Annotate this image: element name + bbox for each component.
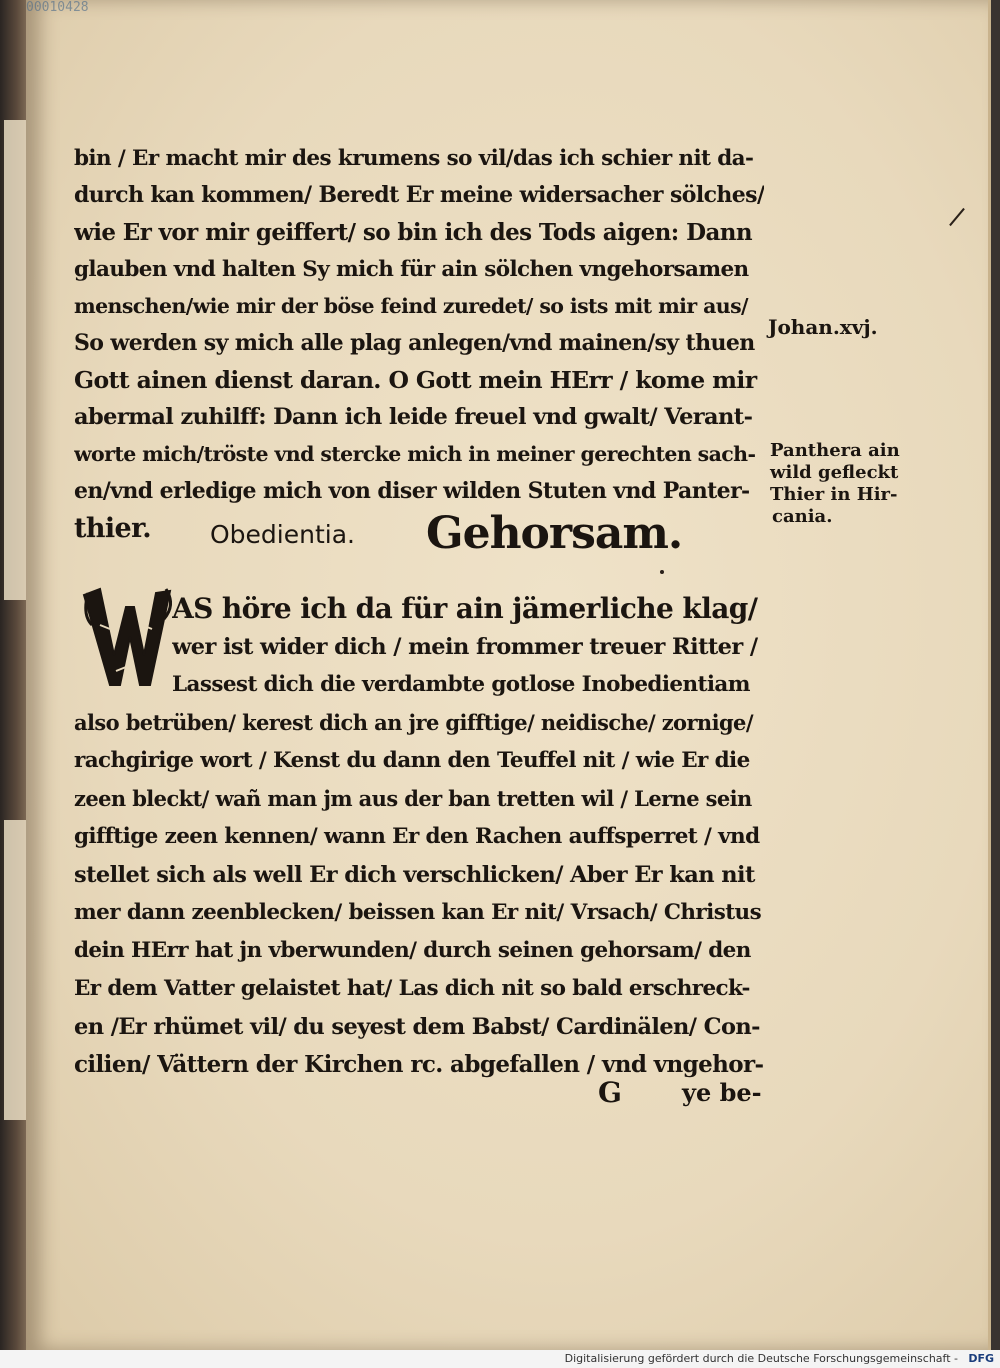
margin-note-line: Panthera ain xyxy=(770,440,900,461)
margin-note-panthera xyxy=(770,440,900,528)
footer-funding-text: Digitalisierung gefördert durch die Deutsche Forschungsgemeinschaft - xyxy=(564,1352,958,1365)
text-line: mer dann zeenblecken/ beissen kan Er nit/ Vrsach/ Christus xyxy=(74,900,762,925)
text-line: menschen/wie mir der böse feind zuredet/ so ists mit mir aus/ xyxy=(74,294,748,318)
text-line: glauben vnd halten Sy mich für ain sölchen vngehorsamen xyxy=(74,257,749,282)
catchword: ye be- xyxy=(682,1078,762,1107)
signature-mark: G xyxy=(598,1076,622,1109)
text-line: stellet sich als well Er dich verschlicken/ Aber Er kan nit xyxy=(74,862,755,888)
heading-latin: Obedientia. xyxy=(210,520,355,549)
text-line: abermal zuhilff: Dann ich leide freuel vnd gwalt/ Verant- xyxy=(74,404,753,430)
page-id-stamp: 00010428 xyxy=(26,0,89,15)
text-line: also betrüben/ kerest dich an jre gifftige/ neidische/ zornige/ xyxy=(74,710,753,735)
text-line: en /Er rhümet vil/ du seyest dem Babst/ Cardinälen/ Con- xyxy=(74,1014,760,1040)
text-line: wer ist wider dich / mein frommer treuer Ritter / xyxy=(172,634,758,660)
text-line: dein HErr hat jn vberwunden/ durch seinen gehorsam/ den xyxy=(74,938,751,963)
margin-note-line: wild gefleckt xyxy=(770,462,899,483)
heading-german: Gehorsam. xyxy=(426,508,683,559)
text-line: bin / Er macht mir des krumens so vil/das ich schier nit da- xyxy=(74,146,754,171)
margin-note-line: Thier in Hir- xyxy=(770,484,898,505)
text-line: Er dem Vatter gelaistet hat/ Las dich nit so bald erschreck- xyxy=(74,976,750,1001)
upper-paragraph xyxy=(74,140,764,547)
text-line: wie Er vor mir geiffert/ so bin ich des Tods aigen: Dann xyxy=(74,219,752,246)
text-line: So werden sy mich alle plag anlegen/vnd mainen/sy thuen xyxy=(74,330,755,356)
text-line: cilien/ Vättern der Kirchen rc. abgefallen / vnd vngehor- xyxy=(74,1051,764,1078)
margin-note-line: cania. xyxy=(772,506,833,527)
lower-paragraph-indented xyxy=(172,590,762,704)
dropcap-w-icon xyxy=(80,585,172,695)
lower-paragraph xyxy=(74,704,764,1084)
text-line: Gott ainen dienst daran. O Gott mein HErr / kome mir xyxy=(74,366,757,394)
text-line: en/vnd erledige mich von diser wilden Stuten vnd Panter- xyxy=(74,478,750,504)
text-line: zeen bleckt/ wañ man jm aus der ban tretten wil / Lerne sein xyxy=(74,786,752,811)
text-line: AS höre ich da für ain jämerliche klag/ xyxy=(172,592,758,625)
margin-note-johan: Johan.xvj. xyxy=(768,315,878,339)
ink-dot xyxy=(660,570,664,574)
text-line: gifftige zeen kennen/ wann Er den Rachen auffsperret / vnd xyxy=(74,824,760,849)
text-line: rachgirige wort / Kenst du dann den Teuffel nit / wie Er die xyxy=(74,748,750,773)
footer-bar xyxy=(0,1350,1000,1368)
dfg-logo: DFG xyxy=(968,1352,994,1365)
text-line: durch kan kommen/ Beredt Er meine widersacher sölches/ xyxy=(74,182,764,208)
text-line: worte mich/tröste vnd stercke mich in meiner gerechten sach- xyxy=(74,442,756,466)
text-line: thier. xyxy=(74,513,152,544)
text-line: Lassest dich die verdambte gotlose Inobedientiam xyxy=(172,672,750,697)
